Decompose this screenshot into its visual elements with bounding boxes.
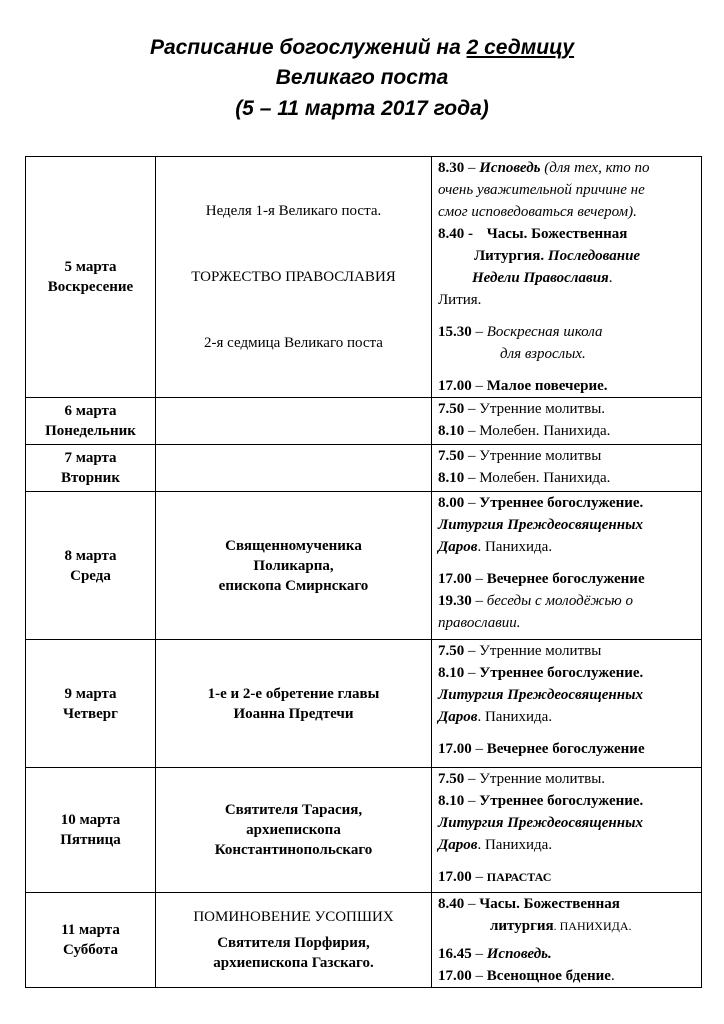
schedule-cell: 7.50 – Утренние молитвы 8.10 – Молебен. Панихида. xyxy=(432,445,702,492)
day-cell: 6 марта Понедельник xyxy=(26,398,156,445)
feast-cell: Святителя Тарасия, архиепископа Константинопольскаго xyxy=(156,768,432,893)
day-cell: 9 марта Четверг xyxy=(26,640,156,768)
schedule-cell: 7.50 – Утренние молитвы. 8.10 – Утреннее богослужение. Литургия Преждеосвященных Даров. Панихида. 17.00 – ПАРАСТАС xyxy=(432,768,702,893)
schedule-cell: 8.00 – Утреннее богослужение. Литургия Преждеосвященных Даров. Панихида. 17.00 – Вечернее богослужение 19.30 – беседы с молодёжью о православии. xyxy=(432,492,702,640)
feast-cell xyxy=(156,445,432,492)
schedule-cell: 8.40 – Часы. Божественная литургия. ПАНИХИДА. 16.45 – Исповедь. 17.00 – Всенощное бдение. xyxy=(432,893,702,988)
schedule-table xyxy=(25,156,702,988)
table-row xyxy=(26,640,702,768)
table-row xyxy=(26,398,702,445)
feast-cell: 1-е и 2-е обретение главы Иоанна Предтечи xyxy=(156,640,432,768)
table-row xyxy=(26,445,702,492)
feast-cell xyxy=(156,398,432,445)
schedule-cell: 8.30 – Исповедь (для тех, кто по очень уважительной причине не смог исповедоваться вечером). 8.40 - Часы. Божественная Литургия. Последование Недели Православия. Лития. 15.30 – Воскресная школа для взрослых. 17.00 – Малое повечерие. xyxy=(432,157,702,398)
schedule-cell: 7.50 – Утренние молитвы. 8.10 – Молебен. Панихида. xyxy=(432,398,702,445)
day-cell: 8 марта Среда xyxy=(26,492,156,640)
day-cell: 10 марта Пятница xyxy=(26,768,156,893)
title-line-2: Великаго поста xyxy=(275,66,449,89)
feast-cell: Неделя 1-я Великаго поста. ТОРЖЕСТВО ПРАВОСЛАВИЯ 2-я седмица Великаго поста xyxy=(156,157,432,398)
day-cell: 7 марта Вторник xyxy=(26,445,156,492)
feast-cell: ПОМИНОВЕНИЕ УСОПШИХ Святителя Порфирия, архиепископа Газскаго. xyxy=(156,893,432,988)
day-cell: 11 марта Суббота xyxy=(26,893,156,988)
title-underlined: 2 седмицу xyxy=(466,36,575,59)
title-line-1: Расписание богослужений на 2 седмицу xyxy=(149,36,575,59)
table-row xyxy=(26,768,702,893)
table-row xyxy=(26,893,702,988)
title-line-3: (5 – 11 марта 2017 года) xyxy=(235,97,489,120)
table-row xyxy=(26,157,702,398)
day-cell: 5 марта Воскресение xyxy=(26,157,156,398)
table-row xyxy=(26,492,702,640)
schedule-cell: 7.50 – Утренние молитвы 8.10 – Утреннее богослужение. Литургия Преждеосвященных Даров. Панихида. 17.00 – Вечернее богослужение xyxy=(432,640,702,768)
feast-cell: Священномученика Поликарпа, епископа Смирнскаго xyxy=(156,492,432,640)
